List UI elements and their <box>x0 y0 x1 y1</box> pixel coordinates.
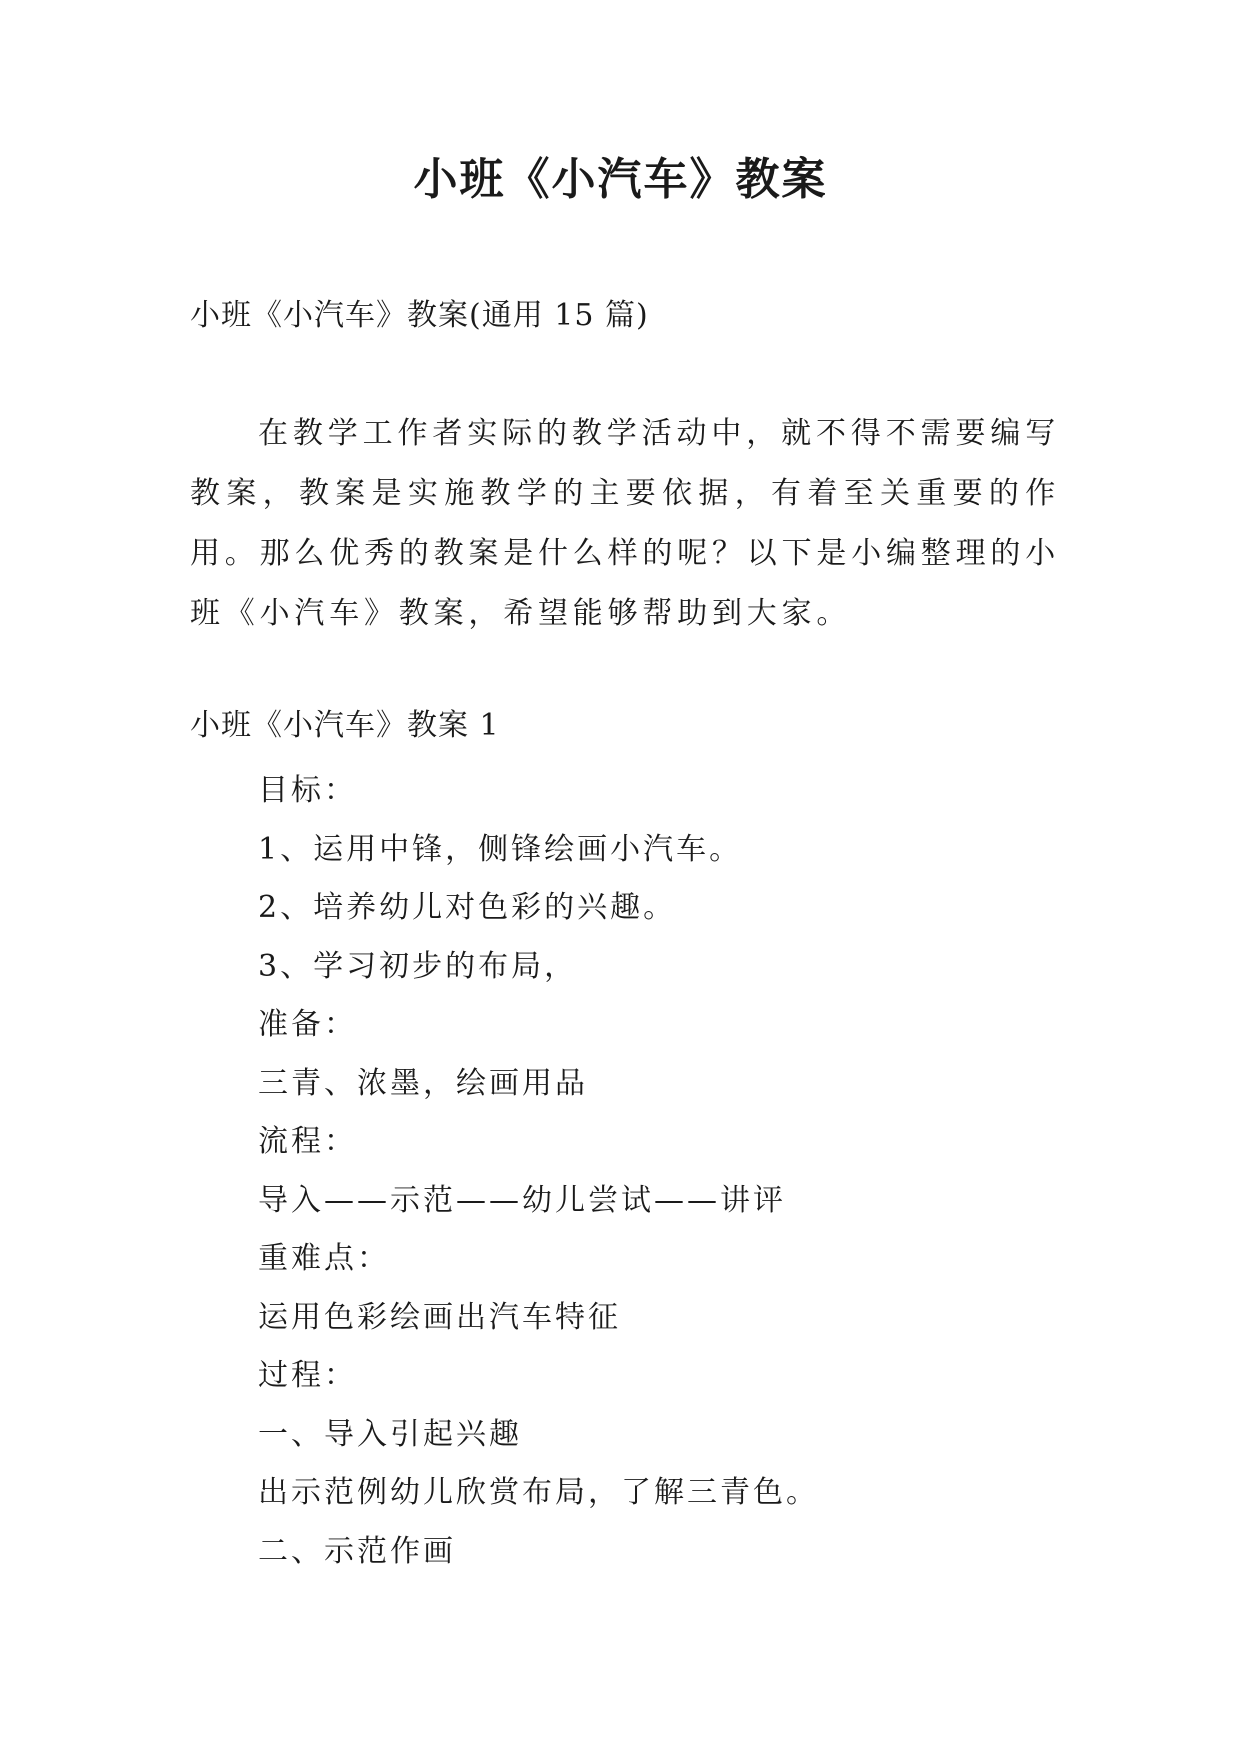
key-points-label: 重难点： <box>258 1241 390 1276</box>
goal-item-3: 3、学习初步的布局， <box>258 948 578 984</box>
flow-text: 导入——示范——幼儿尝试——讲评 <box>258 1182 786 1218</box>
goal-item-2: 2、培养幼儿对色彩的兴趣。 <box>258 890 677 925</box>
goal-item-1: 1、运用中锋，侧锋绘画小汽车。 <box>258 831 743 867</box>
process-label: 过程： <box>258 1358 357 1393</box>
lesson-plan-lines <box>258 762 819 1581</box>
document-subtitle: 小班《小汽车》教案(通用 15 篇) <box>190 298 649 333</box>
intro-paragraph: 在教学工作者实际的教学活动中，就不得不需要编写教案，教案是实施教学的主要依据，有着至关重要的作用。那么优秀的教案是什么样的呢？以下是小编整理的小班《小汽车》教案，希望能够帮助到大家。 <box>190 416 1060 631</box>
process-step-2-heading: 二、示范作画 <box>258 1533 456 1569</box>
section-heading: 小班《小汽车》教案 1 <box>190 708 500 743</box>
key-points-text: 运用色彩绘画出汽车特征 <box>258 1299 621 1335</box>
preparation-text: 三青、浓墨，绘画用品 <box>258 1065 588 1101</box>
flow-label: 流程： <box>258 1124 357 1159</box>
document-title: 小班《小汽车》教案 <box>413 154 828 205</box>
process-step-1-text: 出示范例幼儿欣赏布局，了解三青色。 <box>258 1475 819 1510</box>
preparation-label: 准备： <box>258 1007 357 1042</box>
process-step-1-heading: 一、导入引起兴趣 <box>258 1416 522 1452</box>
goal-label: 目标： <box>258 773 357 808</box>
